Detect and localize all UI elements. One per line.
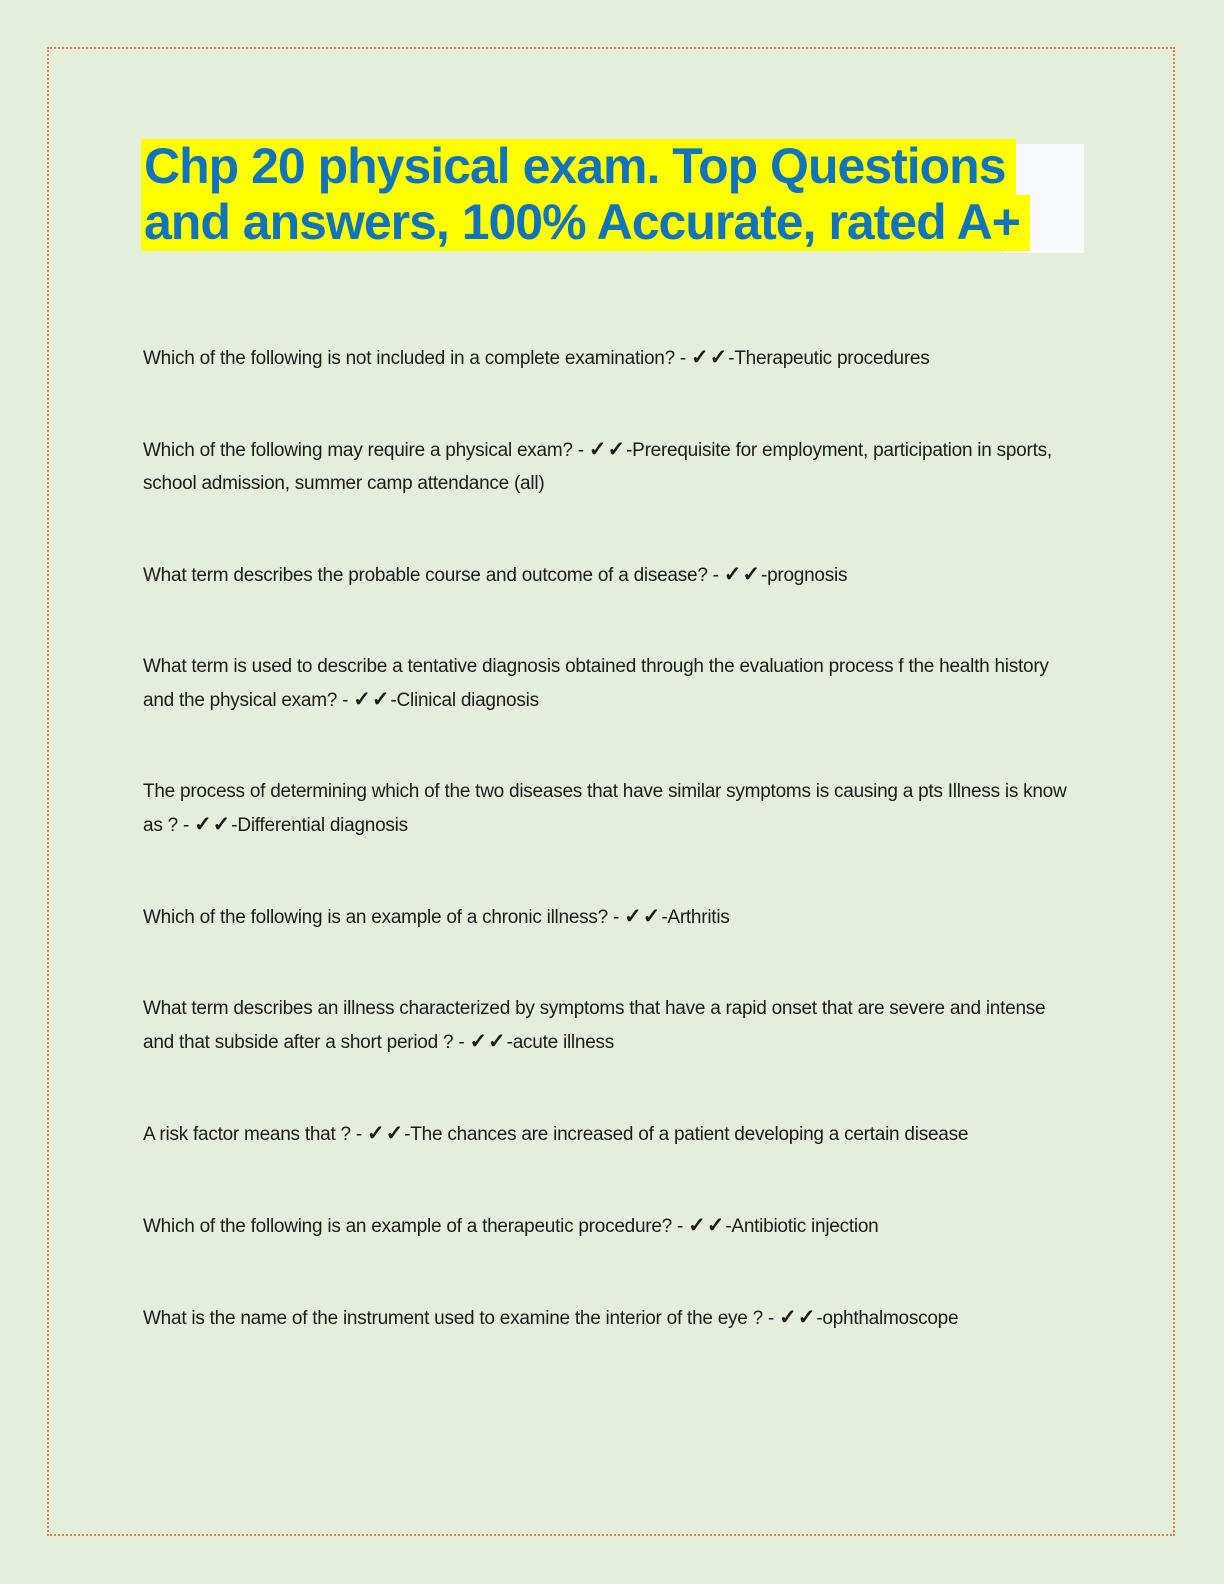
qa-item: [143, 433, 1079, 500]
answer-separator: -: [177, 815, 195, 836]
answer-separator: -: [572, 440, 589, 461]
qa-item: [143, 1117, 1079, 1151]
answer-dash: -: [760, 565, 768, 586]
answer-text: ophthalmoscope: [822, 1308, 959, 1329]
answer-text: The chances are increased of a patient developing a certain disease: [410, 1124, 969, 1145]
answer-dash: -: [728, 348, 735, 369]
question-text: What is the name of the instrument used to examine the interior of the eye ?: [143, 1308, 763, 1329]
qa-item: [143, 341, 1079, 375]
double-checkmark: ✓✓: [469, 1030, 507, 1053]
double-checkmark: ✓✓: [588, 438, 627, 461]
qa-item: [143, 1209, 1079, 1243]
answer-dash: -: [626, 440, 633, 461]
question-answer-list: [143, 341, 1079, 1393]
double-checkmark: ✓✓: [624, 905, 662, 928]
double-checkmark: ✓✓: [723, 563, 761, 586]
answer-text: Therapeutic procedures: [734, 348, 930, 369]
answer-text: Prerequisite for employment, participation in sports, school admission, summer camp attendance (all): [143, 440, 1052, 494]
question-text: Which of the following may require a physical exam?: [143, 440, 573, 461]
answer-text: prognosis: [767, 565, 848, 586]
answer-separator: -: [350, 1124, 368, 1145]
qa-item: [143, 900, 1079, 934]
qa-item: [143, 1301, 1079, 1335]
qa-item: [143, 992, 1079, 1059]
question-text: Which of the following is an example of a therapeutic procedure?: [143, 1216, 672, 1237]
answer-text: Antibiotic injection: [731, 1216, 879, 1237]
answer-separator: -: [337, 690, 354, 711]
double-checkmark: ✓✓: [779, 1306, 817, 1329]
answer-separator: -: [674, 348, 692, 369]
question-text: The process of determining which of the two diseases that have similar symptoms is causing a pts Illness is know as ?: [143, 781, 1067, 836]
answer-dash: -: [661, 907, 668, 928]
answer-dash: -: [725, 1216, 732, 1237]
page-title-line-1: Chp 20 physical exam. Top Questions: [141, 139, 1016, 195]
qa-item: [143, 558, 1079, 592]
question-text: A risk factor means that ?: [143, 1124, 351, 1145]
qa-item: [143, 650, 1079, 717]
answer-separator: -: [707, 565, 724, 586]
answer-dash: -: [506, 1032, 513, 1053]
question-text: Which of the following is not included in a complete examination?: [143, 348, 675, 369]
answer-text: Arthritis: [667, 907, 730, 928]
question-text: What term is used to describe a tentative diagnosis obtained through the evaluation process f the health history and the physical exam?: [143, 656, 1049, 711]
double-checkmark: ✓✓: [353, 688, 391, 711]
answer-separator: -: [671, 1216, 689, 1237]
answer-text: Clinical diagnosis: [396, 690, 539, 711]
answer-text: acute illness: [512, 1032, 615, 1053]
answer-dash: -: [404, 1124, 411, 1145]
answer-separator: -: [453, 1032, 470, 1053]
answer-dash: -: [231, 815, 238, 836]
page-title: [141, 139, 1030, 251]
answer-text: Differential diagnosis: [237, 815, 408, 836]
answer-separator: -: [607, 907, 625, 928]
double-checkmark: ✓✓: [688, 1214, 726, 1237]
double-checkmark: ✓✓: [194, 813, 232, 836]
answer-dash: -: [816, 1308, 823, 1329]
double-checkmark: ✓✓: [367, 1122, 405, 1145]
answer-dash: -: [390, 690, 397, 711]
qa-item: [143, 775, 1079, 842]
page-title-line-2: and answers, 100% Accurate, rated A+: [141, 195, 1030, 251]
double-checkmark: ✓✓: [691, 346, 729, 369]
answer-separator: -: [762, 1308, 780, 1329]
question-text: Which of the following is an example of a chronic illness?: [143, 907, 608, 928]
question-text: What term describes an illness characterized by symptoms that have a rapid onset that are severe and intense and that subside after a short period ?: [143, 998, 1046, 1053]
question-text: What term describes the probable course and outcome of a disease?: [143, 565, 708, 586]
